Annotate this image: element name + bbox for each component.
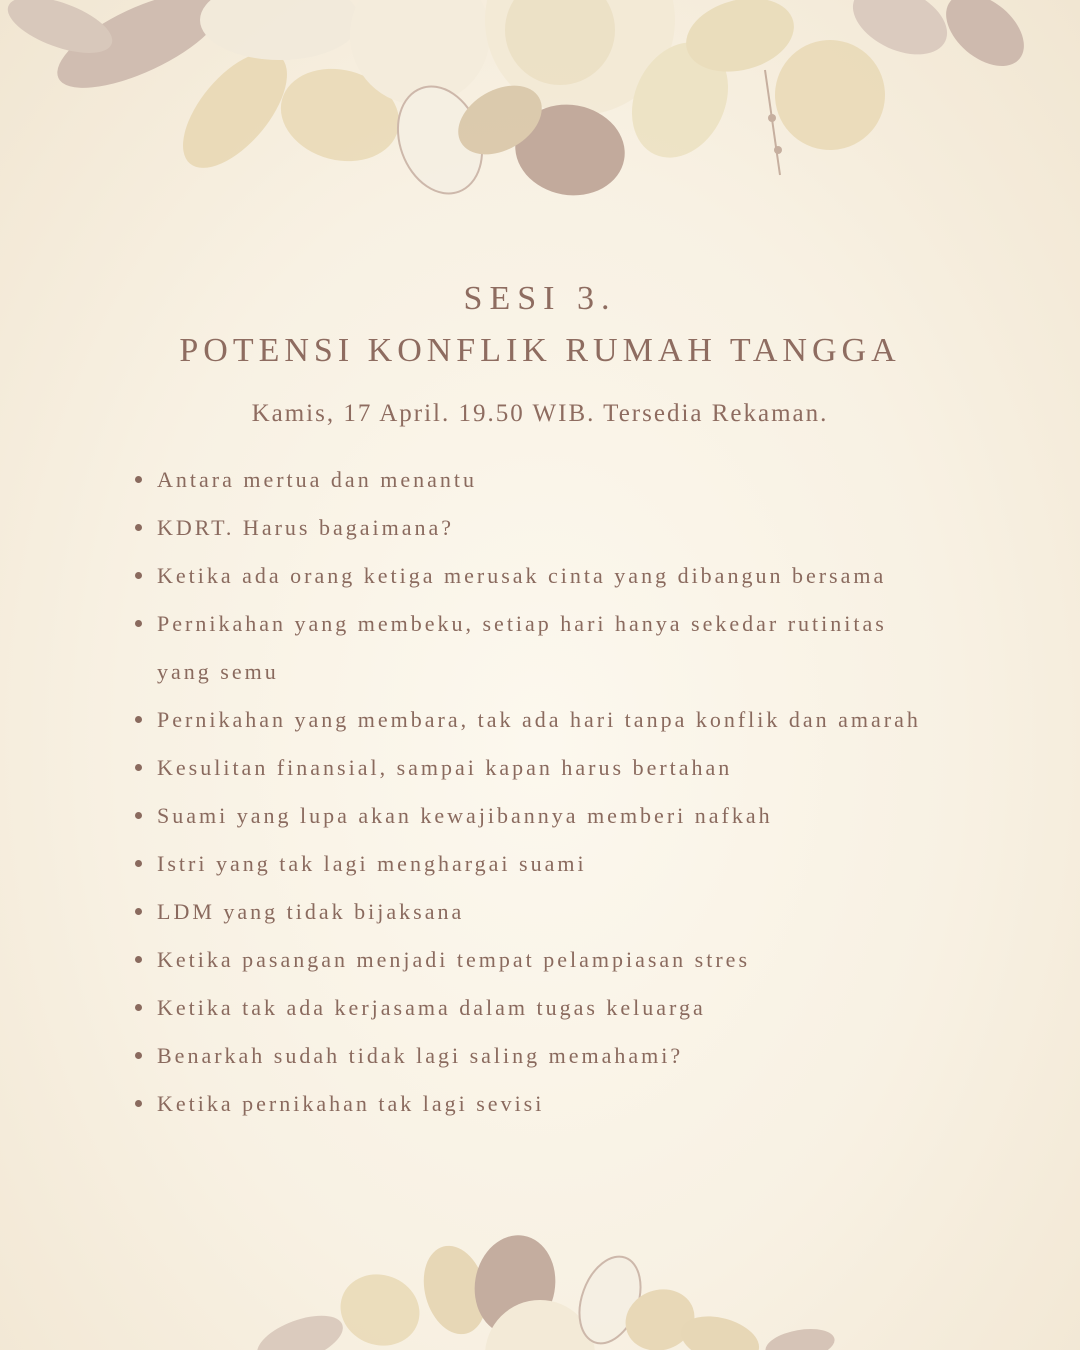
bullet-icon <box>135 812 142 819</box>
bullet-icon <box>135 764 142 771</box>
bullet-icon <box>135 1004 142 1011</box>
list-item <box>135 936 935 984</box>
topic-text: KDRT. Harus bagaimana? <box>157 515 455 540</box>
session-number-title: SESI 3. <box>463 280 617 317</box>
topic-list <box>135 456 935 1128</box>
topic-text: Pernikahan yang membara, tak ada hari tanpa konflik dan amarah <box>157 707 921 732</box>
bullet-icon <box>135 716 142 723</box>
bullet-icon <box>135 524 142 531</box>
list-item <box>135 1080 935 1128</box>
topic-text: LDM yang tidak bijaksana <box>157 899 465 924</box>
topic-text: Suami yang lupa akan kewajibannya memberi nafkah <box>157 803 773 828</box>
session-schedule: Kamis, 17 April. 19.50 WIB. Tersedia Rekaman. <box>251 400 829 427</box>
topic-text: Istri yang tak lagi menghargai suami <box>157 851 587 876</box>
bullet-icon <box>135 1052 142 1059</box>
session-topic-title: POTENSI KONFLIK RUMAH TANGGA <box>179 332 901 369</box>
topic-text: Kesulitan finansial, sampai kapan harus bertahan <box>157 755 733 780</box>
topic-text: Ketika tak ada kerjasama dalam tugas keluarga <box>157 995 706 1020</box>
list-item <box>135 792 935 840</box>
list-item <box>135 1032 935 1080</box>
topic-text: Ketika ada orang ketiga merusak cinta yang dibangun bersama <box>157 563 887 588</box>
bullet-icon <box>135 572 142 579</box>
bullet-icon <box>135 956 142 963</box>
topic-text: Ketika pasangan menjadi tempat pelampiasan stres <box>157 947 751 972</box>
floral-bottom-decoration <box>0 1230 1080 1350</box>
bullet-icon <box>135 908 142 915</box>
topic-text: Pernikahan yang membeku, setiap hari hanya sekedar rutinitas yang semu <box>157 611 887 684</box>
bullet-icon <box>135 620 142 627</box>
list-item <box>135 504 935 552</box>
list-item <box>135 600 935 696</box>
list-item <box>135 552 935 600</box>
topic-text: Benarkah sudah tidak lagi saling memahami? <box>157 1043 684 1068</box>
bullet-icon <box>135 1100 142 1107</box>
floral-top-decoration <box>0 0 1080 220</box>
list-item <box>135 888 935 936</box>
list-item <box>135 744 935 792</box>
topic-text: Antara mertua dan menantu <box>157 467 477 492</box>
topic-text: Ketika pernikahan tak lagi sevisi <box>157 1091 545 1116</box>
list-item <box>135 984 935 1032</box>
list-item <box>135 840 935 888</box>
bullet-icon <box>135 476 142 483</box>
list-item <box>135 456 935 504</box>
list-item <box>135 696 935 744</box>
bullet-icon <box>135 860 142 867</box>
